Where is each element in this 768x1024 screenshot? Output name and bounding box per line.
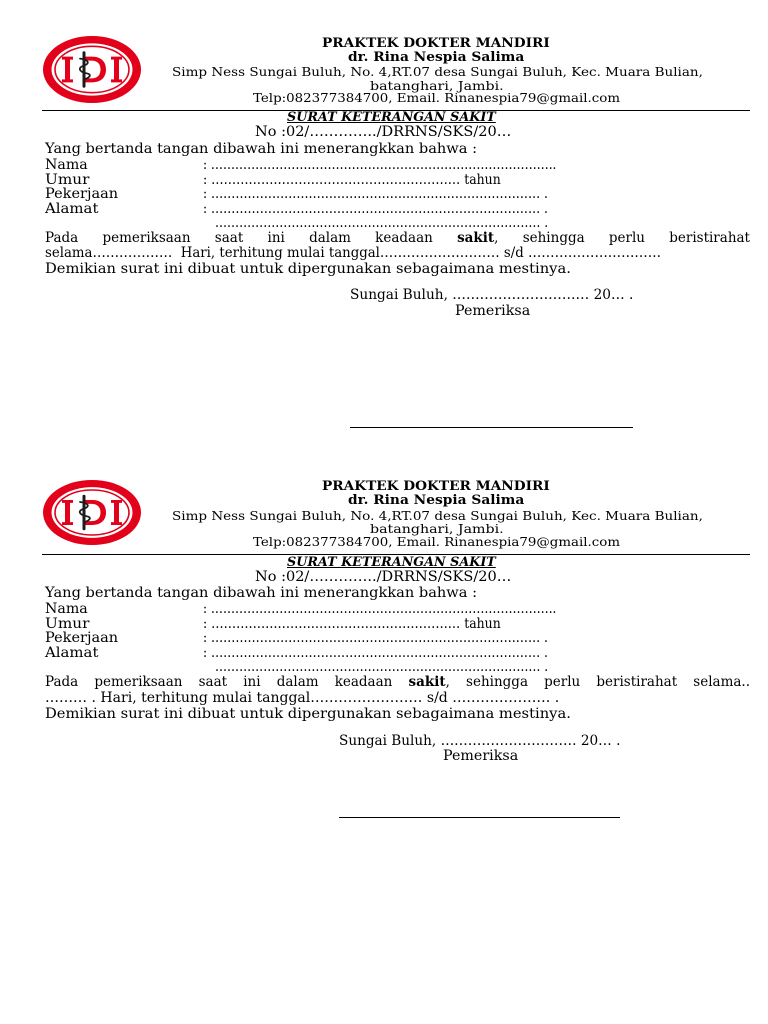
doctor-name: dr. Rina Nespia Salima bbox=[348, 50, 525, 65]
statement-line-2: selama……………… Hari, terhitung mulai tanggal……………………… s/d ………………………… bbox=[45, 245, 662, 261]
field-blank-address: : ……………………………………………………………………… . bbox=[203, 645, 548, 661]
closing-text: Demikian surat ini dibuat untuk dipergunakan sebagaimana mestinya. bbox=[45, 261, 571, 277]
signature-line bbox=[339, 817, 620, 818]
statement-line-2: ……… . Hari, terhitung mulai tanggal…………………… s/d ………………… . bbox=[45, 690, 560, 706]
place-date: Sungai Buluh, ………………………… 20… . bbox=[350, 287, 634, 303]
statement-text: Pada pemeriksaan saat ini dalam keadaan bbox=[45, 674, 409, 690]
field-label-address: Alamat bbox=[45, 201, 99, 217]
field-blank-occupation: : ……………………………………………………………………… . bbox=[203, 630, 548, 646]
practice-name: PRAKTEK DOKTER MANDIRI bbox=[322, 479, 550, 494]
field-blank-age: : …………………………………………………… tahun bbox=[203, 172, 501, 188]
address-line-1: Simp Ness Sungai Buluh, No. 4,RT.07 desa Sungai Buluh, Kec. Muara Bulian, bbox=[172, 64, 703, 79]
contact-line: Telp:082377384700, Email. Rinanespia79@gmail.com bbox=[253, 534, 621, 549]
field-blank-occupation: : ……………………………………………………………………… . bbox=[203, 186, 548, 202]
sick-emphasis: sakit bbox=[408, 674, 446, 690]
field-blank-name: : ………………………………………………………………………….. bbox=[203, 601, 557, 617]
idi-logo bbox=[42, 35, 142, 104]
sick-letter-form bbox=[0, 444, 768, 1024]
statement-text-rest: , sehingga perlu beristirahat selama.. bbox=[445, 674, 750, 690]
letter-number: No :02/…………../DRRNS/SKS/20… bbox=[255, 124, 512, 140]
field-label-occupation: Pekerjaan bbox=[45, 186, 119, 202]
letter-title: SURAT KETERANGAN SAKIT bbox=[287, 555, 496, 570]
field-label-age: Umur bbox=[45, 172, 90, 188]
sick-letter-form bbox=[0, 0, 768, 444]
address-line-2: batanghari, Jambi. bbox=[370, 78, 504, 93]
letter-number: No :02/…………../DRRNS/SKS/20… bbox=[255, 569, 512, 585]
address-line-1: Simp Ness Sungai Buluh, No. 4,RT.07 desa Sungai Buluh, Kec. Muara Bulian, bbox=[172, 508, 703, 523]
idi-logo bbox=[42, 479, 142, 546]
field-label-address: Alamat bbox=[45, 645, 99, 661]
statement-text-rest: , sehingga perlu beristirahat bbox=[494, 230, 750, 246]
field-label-name: Nama bbox=[45, 601, 88, 617]
statement-text: Pada pemeriksaan saat ini dalam keadaan bbox=[45, 230, 458, 246]
intro-text: Yang bertanda tangan dibawah ini menerangkkan bahwa : bbox=[45, 141, 478, 157]
closing-text: Demikian surat ini dibuat untuk dipergunakan sebagaimana mestinya. bbox=[45, 706, 571, 722]
field-label-occupation: Pekerjaan bbox=[45, 630, 119, 646]
logo-inner-field bbox=[52, 487, 133, 538]
doctor-name: dr. Rina Nespia Salima bbox=[348, 493, 525, 508]
statement-line bbox=[45, 675, 750, 690]
field-label-name: Nama bbox=[45, 157, 88, 173]
field-blank-age: : …………………………………………………… tahun bbox=[203, 616, 501, 632]
signature-line bbox=[350, 427, 633, 428]
signer-title: Pemeriksa bbox=[455, 303, 531, 319]
practice-name: PRAKTEK DOKTER MANDIRI bbox=[322, 36, 550, 51]
place-date: Sungai Buluh, ………………………… 20… . bbox=[339, 733, 621, 749]
signer-title: Pemeriksa bbox=[443, 748, 519, 764]
address-line-2: batanghari, Jambi. bbox=[370, 521, 504, 536]
field-blank-address-continued: ……………………………………………………………………… . bbox=[215, 659, 549, 675]
field-label-age: Umur bbox=[45, 616, 90, 632]
field-blank-name: : ………………………………………………………………………….. bbox=[203, 157, 557, 173]
field-blank-address-continued: ……………………………………………………………………… . bbox=[215, 215, 549, 231]
letter-title: SURAT KETERANGAN SAKIT bbox=[287, 110, 496, 125]
contact-line: Telp:082377384700, Email. Rinanespia79@gmail.com bbox=[253, 90, 621, 105]
statement-line bbox=[45, 231, 750, 246]
sick-emphasis: sakit bbox=[457, 230, 495, 246]
field-blank-address: : ……………………………………………………………………… . bbox=[203, 201, 548, 217]
logo-inner-field bbox=[52, 43, 133, 95]
intro-text: Yang bertanda tangan dibawah ini menerangkkan bahwa : bbox=[45, 585, 478, 601]
